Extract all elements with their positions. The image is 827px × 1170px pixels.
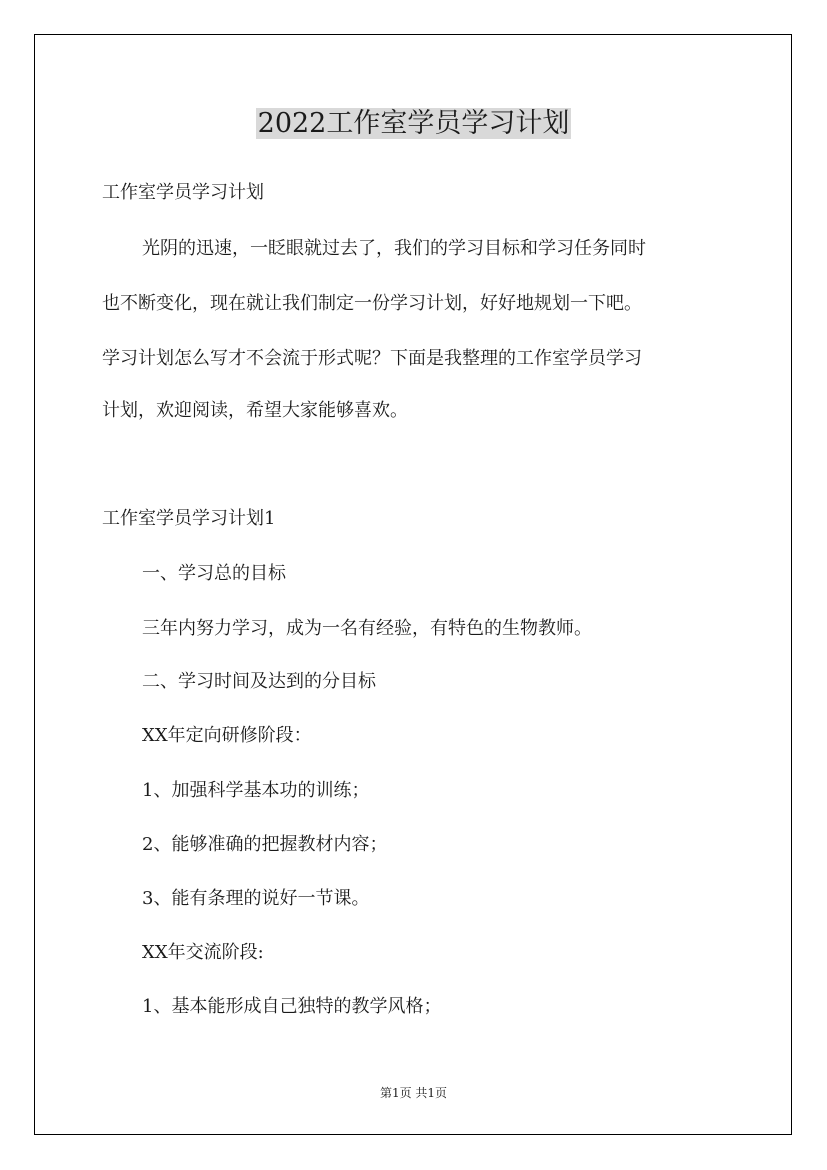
intro-line-3: 学习计划怎么写才不会流于形式呢？下面是我整理的工作室学员学习: [102, 348, 642, 369]
intro-line-1: 光阴的迅速，一眨眼就过去了，我们的学习目标和学习任务同时: [142, 238, 646, 259]
document-subtitle: 工作室学员学习计划: [102, 182, 264, 203]
body-line-6: 2、能够准确的把握教材内容；: [142, 834, 388, 855]
body-line-7: 3、能有条理的说好一节课。: [142, 888, 370, 909]
body-line-4: XX年定向研修阶段：: [142, 725, 312, 746]
section-heading: 工作室学员学习计划1: [102, 508, 276, 529]
body-line-2: 三年内努力学习，成为一名有经验，有特色的生物教师。: [142, 618, 592, 639]
page-footer: 第1页 共1页: [379, 1086, 448, 1100]
body-line-5: 1、加强科学基本功的训练；: [142, 780, 370, 801]
body-line-3: 二、学习时间及达到的分目标: [142, 671, 376, 692]
document-title: 2022工作室学员学习计划: [257, 108, 570, 139]
body-line-9: 1、基本能形成自己独特的教学风格；: [142, 996, 442, 1017]
intro-line-4: 计划，欢迎阅读，希望大家能够喜欢。: [102, 400, 408, 421]
body-line-1: 一、学习总的目标: [142, 563, 286, 584]
intro-line-2: 也不断变化，现在就让我们制定一份学习计划，好好地规划一下吧。: [102, 293, 642, 314]
body-line-8: XX年交流阶段:: [142, 942, 264, 963]
